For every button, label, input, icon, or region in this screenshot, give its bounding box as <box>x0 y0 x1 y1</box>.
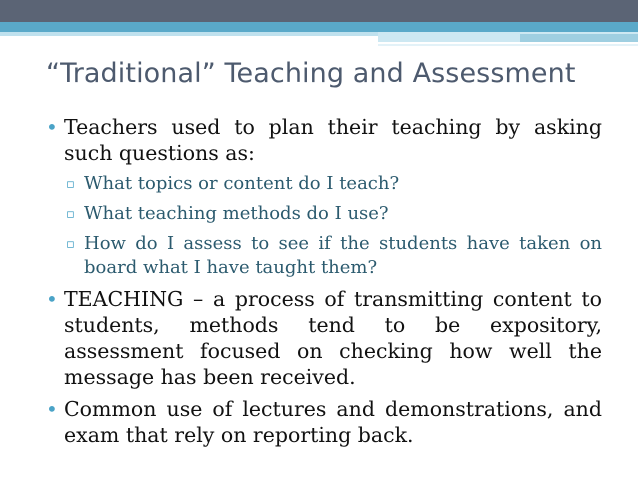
bullet-text: Common use of lectures and demonstrations, and exam that rely on reporting back. <box>64 397 602 447</box>
slide-content <box>46 114 602 454</box>
header-band-mid <box>0 32 380 36</box>
sub-bullet-marker: ▫ <box>66 177 75 192</box>
sub-bullet-item <box>46 202 602 226</box>
bullet-text: Teachers used to plan their teaching by asking such questions as: <box>64 115 602 165</box>
header-band-dark <box>0 0 638 22</box>
sub-bullet-item <box>46 172 602 196</box>
bullet-text: TEACHING – a process of transmitting content to students, methods tend to be expository, assessment focused on checking how well the message has been received. <box>64 287 602 389</box>
bullet-item <box>46 286 602 390</box>
sub-bullet-list <box>46 172 602 280</box>
sub-bullet-text: How do I assess to see if the students have taken on board what I have taught them? <box>84 233 602 278</box>
bullet-marker: • <box>46 397 58 421</box>
bullet-marker: • <box>46 287 58 311</box>
sub-bullet-text: What topics or content do I teach? <box>84 173 400 194</box>
bullet-item <box>46 114 602 166</box>
sub-bullet-marker: ▫ <box>66 237 75 252</box>
bullet-marker: • <box>46 115 58 139</box>
bullet-item <box>46 396 602 448</box>
header-band-light <box>0 22 638 32</box>
sub-bullet-text: What teaching methods do I use? <box>84 203 389 224</box>
sub-bullet-marker: ▫ <box>66 207 75 222</box>
sub-bullet-item <box>46 232 602 280</box>
header-band-right-dark <box>520 34 638 42</box>
slide-title: “Traditional” Teaching and Assessment <box>46 58 576 89</box>
header-band-right-thin <box>378 44 638 46</box>
